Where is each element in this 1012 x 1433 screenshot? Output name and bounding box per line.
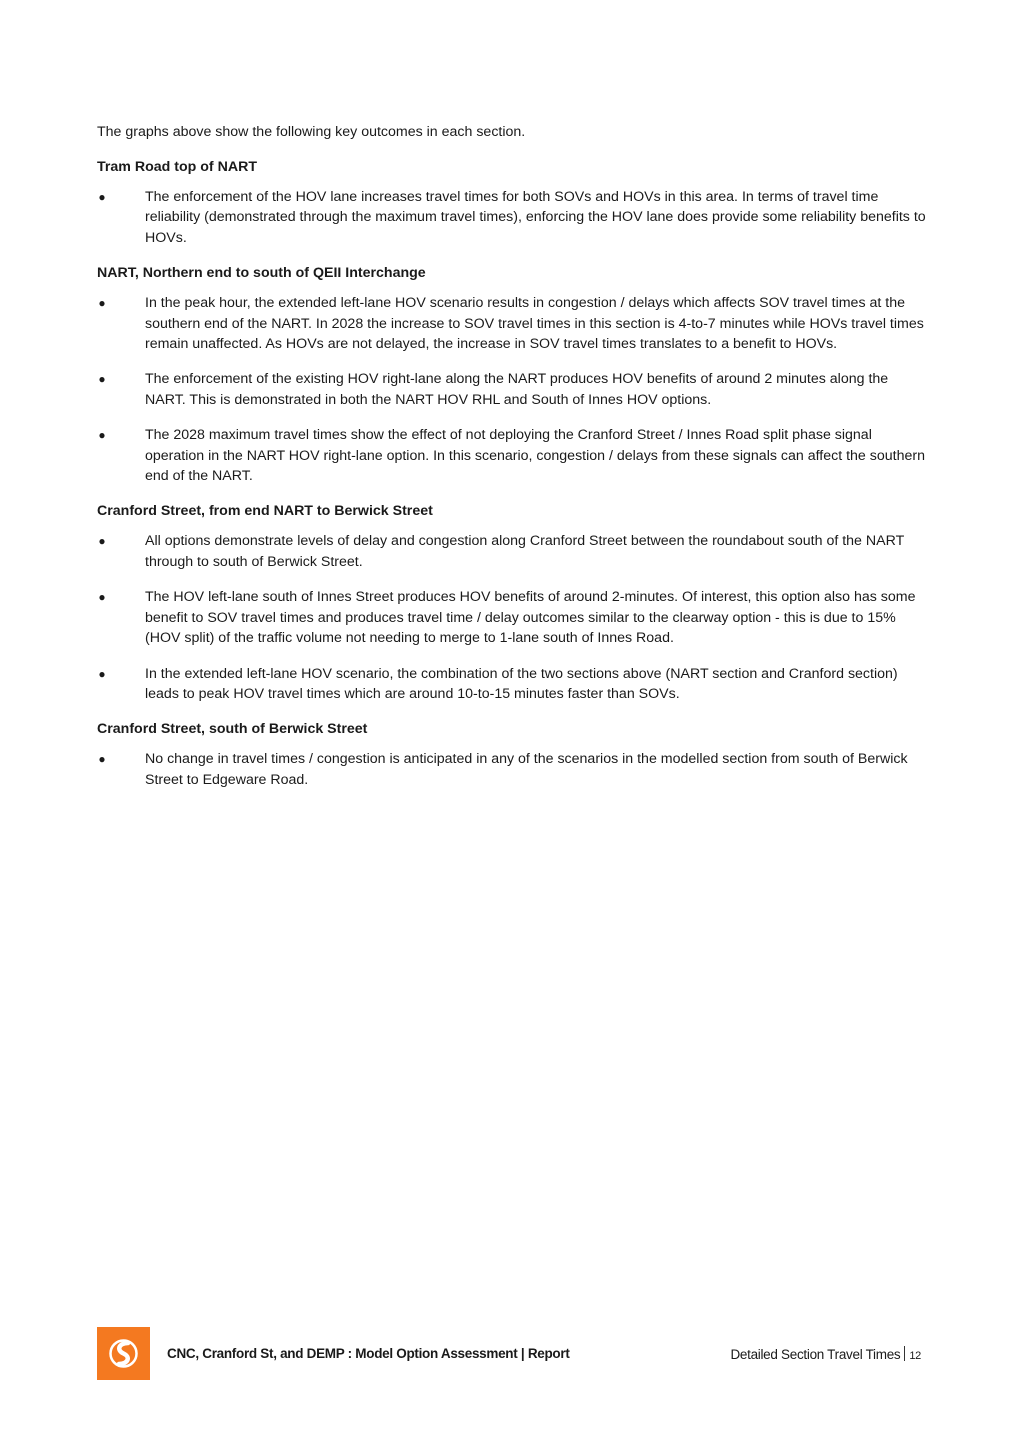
bullet-item	[97, 293, 927, 354]
section-heading: NART, Northern end to south of QEII Interchange	[97, 265, 426, 282]
intro-paragraph: The graphs above show the following key outcomes in each section.	[97, 124, 526, 140]
section-heading: Tram Road top of NART	[97, 159, 257, 175]
bullet-icon: ●	[98, 296, 106, 311]
section-cranford-end-nart	[97, 501, 927, 704]
section-heading: Cranford Street, from end NART to Berwick Street	[97, 503, 433, 520]
section-tram-road	[97, 157, 927, 248]
bullet-item	[97, 664, 927, 705]
bullet-list	[97, 293, 927, 486]
bullet-list	[97, 531, 927, 704]
section-heading: Cranford Street, south of Berwick Street	[97, 721, 368, 738]
footer-divider	[904, 1346, 905, 1361]
document-body	[97, 122, 927, 805]
bullet-item	[97, 749, 927, 790]
bullet-text: The 2028 maximum travel times show the effect of not deploying the Cranford Street / Innes Road split phase signal operation in the NART HOV right-lane option. In this scenario, congestion / delays from these signals can affect the southern end of the NART.	[145, 427, 925, 485]
bullet-icon: ●	[98, 752, 106, 767]
bullet-icon: ●	[98, 428, 106, 443]
bullet-text: In the extended left-lane HOV scenario, the combination of the two sections above (NART section and Cranford section) leads to peak HOV travel times which are around 10-to-15 minutes faster than SOVs.	[145, 665, 898, 702]
bullet-text: All options demonstrate levels of delay and congestion along Cranford Street between the roundabout south of the NART through to south of Berwick Street.	[145, 533, 904, 570]
bullet-item	[97, 587, 927, 648]
swirl-logo-icon	[97, 1327, 150, 1380]
bullet-list	[97, 749, 927, 790]
bullet-icon: ●	[98, 666, 106, 681]
section-name: Detailed Section Travel Times	[730, 1347, 901, 1362]
bullet-item	[97, 425, 927, 486]
section-nart-northern	[97, 263, 927, 486]
bullet-list	[97, 187, 927, 248]
bullet-text: The enforcement of the existing HOV right-lane along the NART produces HOV benefits of around 2 minutes along the NART. This is demonstrated in both the NART HOV RHL and South of Innes HOV options.	[145, 371, 889, 408]
bullet-text: In the peak hour, the extended left-lane HOV scenario results in congestion / delays which affects SOV travel times at the southern end of the NART. In 2028 the increase to SOV travel times in this section is 4-to-7 minutes while HOVs travel times remain unaffected. As HOVs are not delayed, the increase in SOV travel times translates to a benefit to HOVs.	[145, 295, 924, 353]
bullet-icon: ●	[98, 590, 106, 605]
bullet-item	[97, 369, 927, 410]
section-cranford-south-berwick	[97, 719, 927, 790]
bullet-text: The HOV left-lane south of Innes Street produces HOV benefits of around 2-minutes. Of interest, this option also has some benefit to SOV travel times and produces travel time / delay outcomes similar to the clearway option - this is due to 15% (HOV split) of the traffic volume not needing to merge to 1-lane south of Innes Road.	[145, 589, 916, 647]
page-footer	[97, 1327, 924, 1380]
bullet-icon: ●	[98, 372, 106, 387]
footer-section-info	[730, 1346, 921, 1362]
bullet-text: The enforcement of the HOV lane increases travel times for both SOVs and HOVs in this area. In terms of travel time reliability (demonstrated through the maximum travel times), enforcing the HOV lane does provide some reliability benefits to HOVs.	[145, 189, 926, 246]
bullet-item	[97, 187, 927, 248]
page-number: 12	[909, 1350, 921, 1362]
bullet-icon: ●	[98, 190, 106, 204]
bullet-item	[97, 531, 927, 572]
bullet-icon: ●	[98, 534, 106, 549]
report-title: CNC, Cranford St, and DEMP : Model Option Assessment | Report	[167, 1346, 570, 1361]
bullet-text: No change in travel times / congestion is anticipated in any of the scenarios in the modelled section from south of Berwick Street to Edgeware Road.	[145, 751, 908, 788]
